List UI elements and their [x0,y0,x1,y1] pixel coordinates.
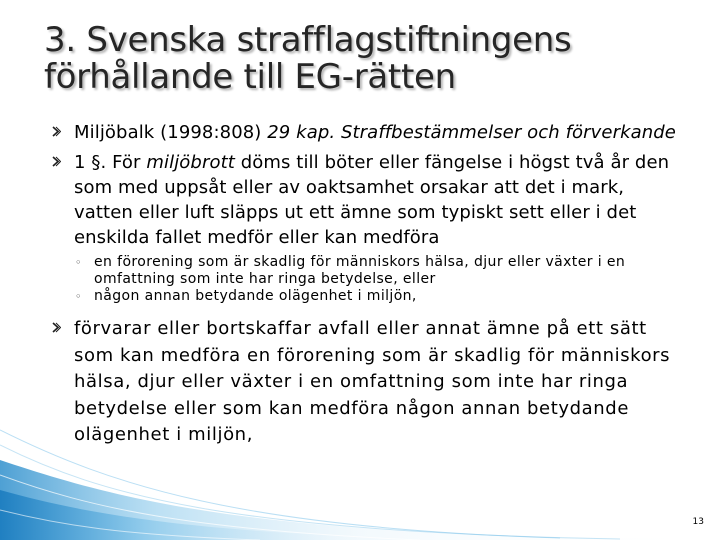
bullet-miljobalk [52,120,682,145]
circle-bullet-icon: ◦ [75,290,82,303]
slide-title: 3. Svenska strafflagstiftningens förhållande till EG-rätten [44,20,572,97]
page-number: 13 [692,517,704,527]
arrow-bullet-icon [52,156,61,167]
bullet-paragraph-1 [52,150,682,250]
sub-bullet-item [74,254,682,288]
bullet-miljobalk-text: Miljöbalk (1998:808) [74,122,268,143]
paragraph-1-body: döms till böter eller fängelse i högst två år den som med uppsåt eller av oaktsamhet orsakar att det i mark, vatten eller luft släpps ut ett ämne som typiskt sett eller i det enskilda fallet medför eller kan medföra [74,152,670,248]
sub-bullet-text: en förorening som är skadlig för människors hälsa, djur eller växter i en omfattning som inte har ringa betydelse, eller [94,254,626,287]
paragraph-1-lead: 1 §. För [74,152,147,173]
paragraph-1-italic-term: miljöbrott [146,152,235,173]
bullet-forvarar-text: förvarar eller bortskaffar avfall eller annat ämne på ett sätt som kan medföra en förorening som är skadlig för människors hälsa, djur eller växter i en omfattning som inte har ringa betydelse eller som kan medföra någon annan betydande olägenhet i miljön, [74,318,671,445]
sub-bullet-text: någon annan betydande olägenhet i miljön, [94,288,417,304]
arrow-bullet-icon [52,126,61,137]
sub-bullet-list [74,254,682,305]
bullet-miljobalk-italic: 29 kap. Straffbestämmelser och förverkande [267,122,676,143]
bullet-forvarar [52,316,682,449]
arrow-bullet-icon [52,322,61,333]
slide-content [52,120,682,449]
circle-bullet-icon: ◦ [75,256,82,269]
sub-bullet-item [74,288,682,305]
